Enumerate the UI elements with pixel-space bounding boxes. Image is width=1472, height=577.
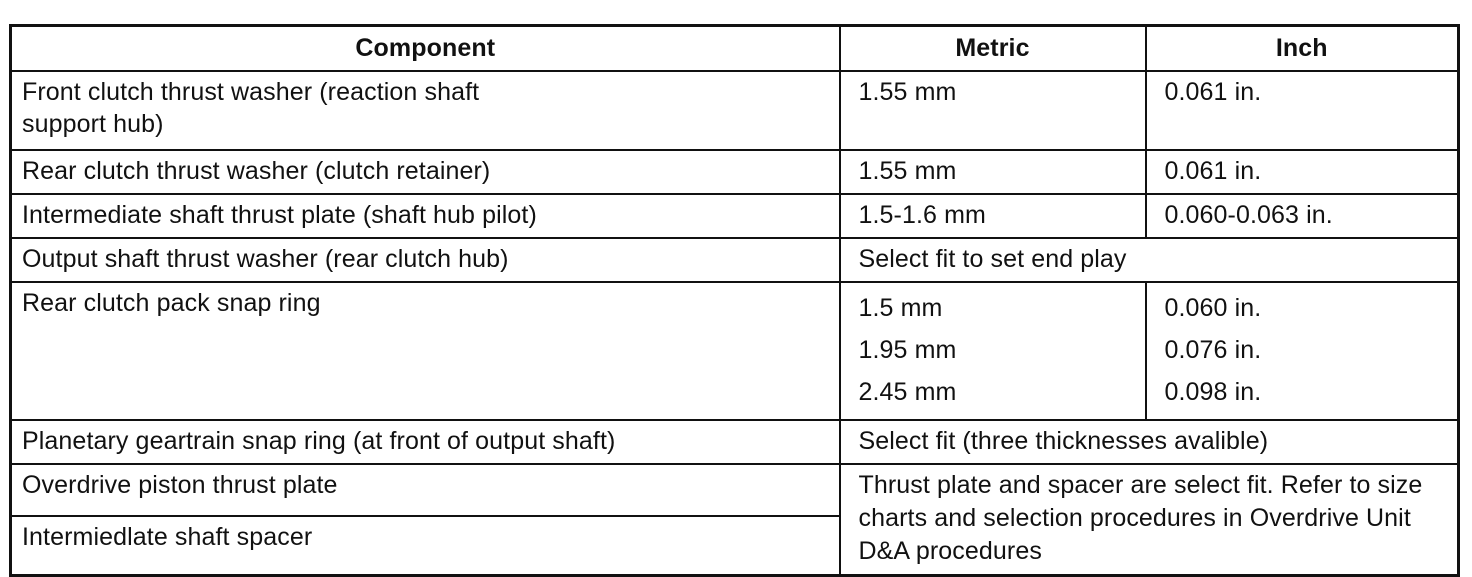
inch-value: 0.076 in. — [1164, 335, 1262, 364]
note-cell — [840, 464, 1459, 576]
note-cell: Select fit to set end play — [840, 238, 1459, 282]
metric-cell: 1.5-1.6 mm — [840, 194, 1146, 238]
component-cell: Rear clutch pack snap ring — [11, 282, 840, 420]
component-cell: Rear clutch thrust washer (clutch retainer) — [11, 150, 840, 194]
inch-cell: 0.061 in. — [1146, 150, 1459, 194]
component-cell — [11, 71, 840, 150]
inch-value: 0.098 in. — [1164, 377, 1262, 406]
specification-table — [9, 24, 1460, 577]
header-inch: Inch — [1146, 26, 1459, 71]
metric-value: 1.95 mm — [858, 335, 957, 364]
component-text: Front clutch thrust washer (reaction shaft support hub) — [22, 77, 480, 138]
table-row — [11, 150, 1459, 194]
table-row — [11, 238, 1459, 282]
table-row — [11, 194, 1459, 238]
note-text: Thrust plate and spacer are select fit. Refer to size charts and selection procedures in Overdrive Unit D&A procedures — [858, 470, 1423, 565]
component-cell: Planetary geartrain snap ring (at front of output shaft) — [11, 420, 840, 464]
header-metric: Metric — [840, 26, 1146, 71]
table-row — [11, 282, 1459, 420]
metric-cell: 1.55 mm — [840, 150, 1146, 194]
inch-cell: 0.061 in. — [1146, 71, 1459, 150]
metric-value: 2.45 mm — [858, 377, 957, 406]
component-cell: Intermediate shaft thrust plate (shaft hub pilot) — [11, 194, 840, 238]
inch-value: 0.060 in. — [1164, 293, 1262, 322]
component-cell: Intermiedlate shaft spacer — [11, 516, 840, 575]
inch-cell — [1146, 282, 1459, 420]
header-component: Component — [11, 26, 840, 71]
header-row — [11, 26, 1459, 71]
table-row — [11, 420, 1459, 464]
table-row — [11, 464, 1459, 517]
note-cell: Select fit (three thicknesses avalible) — [840, 420, 1459, 464]
component-cell: Output shaft thrust washer (rear clutch hub) — [11, 238, 840, 282]
metric-cell: 1.55 mm — [840, 71, 1146, 150]
component-cell: Overdrive piston thrust plate — [11, 464, 840, 517]
metric-cell — [840, 282, 1146, 420]
inch-cell: 0.060-0.063 in. — [1146, 194, 1459, 238]
metric-value: 1.5 mm — [858, 293, 943, 322]
table-row — [11, 71, 1459, 150]
